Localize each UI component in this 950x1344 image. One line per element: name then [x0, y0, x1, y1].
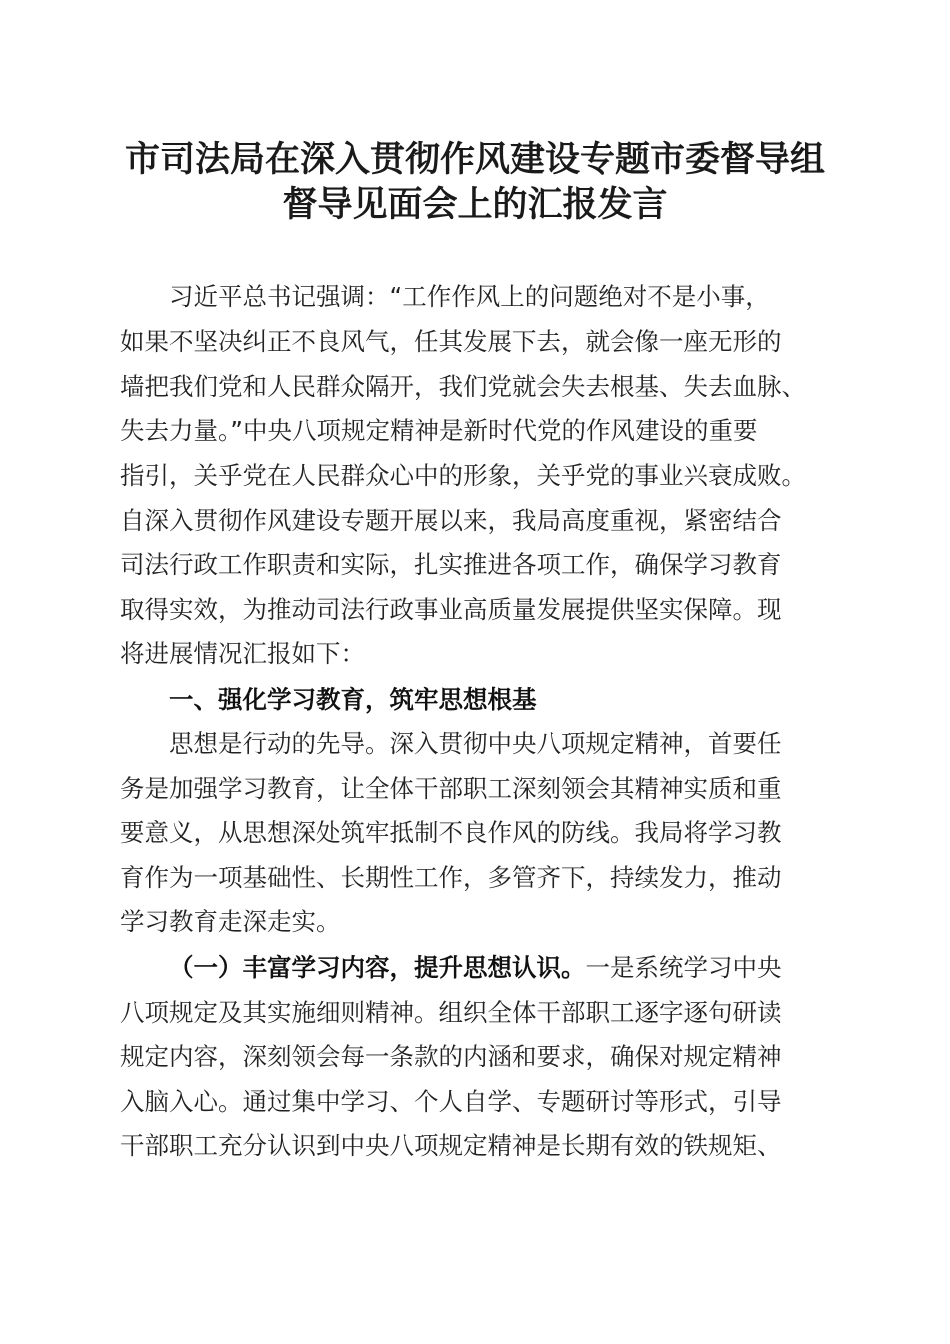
subsection-1-line-2: 八项规定及其实施细则精神。组织全体干部职工逐字逐句研读: [120, 998, 782, 1027]
intro-line-5: 指引，关乎党在人民群众心中的形象，关乎党的事业兴衰成败。: [120, 461, 806, 490]
section-1-line-2: 务是加强学习教育，让全体干部职工深刻领会其精神实质和重: [120, 774, 782, 803]
subsection-1-line-5: 干部职工充分认识到中央八项规定精神是长期有效的铁规矩、: [120, 1131, 782, 1160]
subsection-1-line-3: 规定内容，深刻领会每一条款的内涵和要求，确保对规定精神: [120, 1042, 782, 1071]
intro-line-8: 取得实效，为推动司法行政事业高质量发展提供坚实保障。现: [120, 595, 782, 624]
document-title-line-1: 市司法局在深入贯彻作风建设专题市委督导组: [124, 139, 825, 180]
intro-line-2: 如果不坚决纠正不良风气，任其发展下去，就会像一座无形的: [120, 327, 782, 356]
subsection-1-line-1: [169, 951, 839, 985]
intro-line-9: 将进展情况汇报如下：: [120, 639, 365, 668]
section-1-heading: 一、强化学习教育，筑牢思想根基: [169, 685, 537, 714]
subsection-1-line-4: 入脑入心。通过集中学习、个人自学、专题研讨等形式，引导: [120, 1087, 782, 1116]
section-1-line-3: 要意义，从思想深处筑牢抵制不良作风的防线。我局将学习教: [120, 818, 782, 847]
intro-line-1: 习近平总书记强调：“工作作风上的问题绝对不是小事，: [169, 282, 770, 311]
intro-line-7: 司法行政工作职责和实际，扎实推进各项工作，确保学习教育: [120, 550, 782, 579]
intro-line-4: 失去力量。”中央八项规定精神是新时代党的作风建设的重要: [120, 416, 758, 445]
section-1-line-5: 学习教育走深走实。: [120, 907, 341, 936]
section-1-line-4: 育作为一项基础性、长期性工作，多管齐下，持续发力，推动: [120, 863, 782, 892]
subsection-1-heading: （一）丰富学习内容，提升思想认识。: [169, 953, 586, 982]
intro-line-6: 自深入贯彻作风建设专题开展以来，我局高度重视，紧密结合: [120, 506, 782, 535]
intro-line-3: 墙把我们党和人民群众隔开，我们党就会失去根基、失去血脉、: [120, 372, 806, 401]
section-1-line-1: 思想是行动的先导。深入贯彻中央八项规定精神，首要任: [169, 729, 782, 758]
document-title-line-2: 督导见面会上的汇报发言: [282, 184, 668, 225]
subsection-1-first-line-rest: 一是系统学习中央: [585, 953, 782, 982]
